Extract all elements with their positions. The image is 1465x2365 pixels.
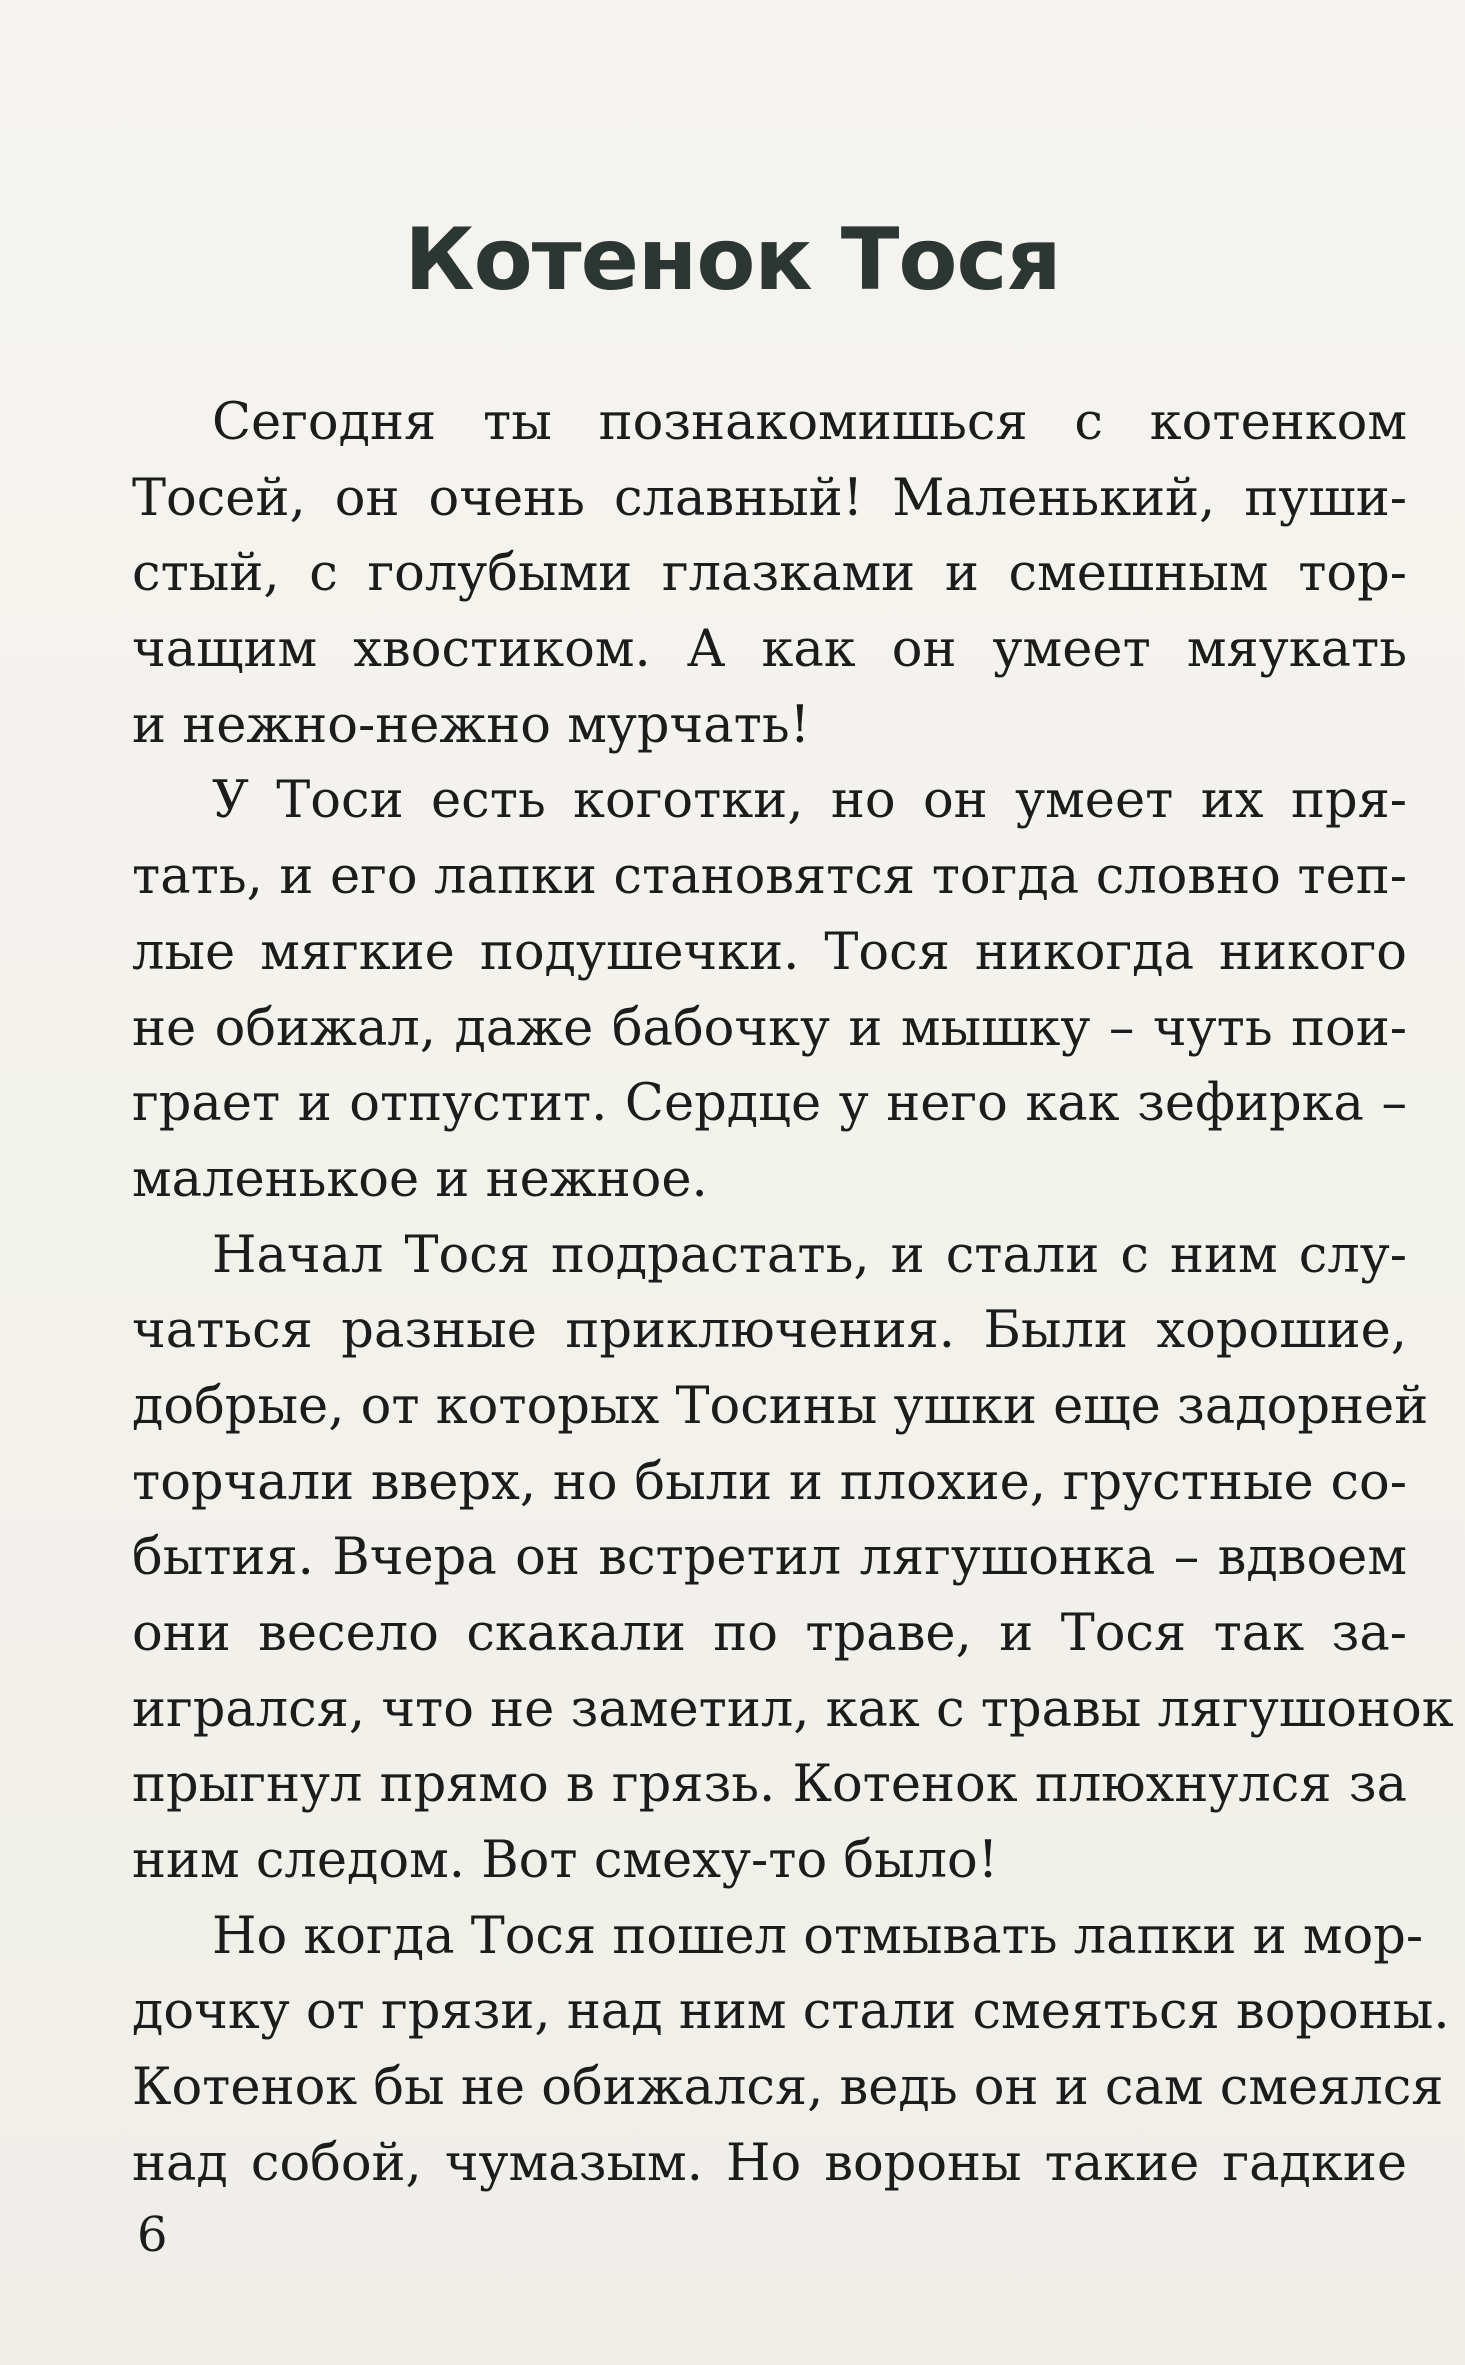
text-line: ним следом. Вот смеху-то было!	[132, 1831, 999, 1891]
text-line: Начал Тося подрастать, и стали с ним слу-	[212, 1225, 1407, 1285]
story-text	[132, 385, 1454, 2202]
text-line: чаться разные приключения. Были хорошие,	[132, 1301, 1407, 1361]
paragraph-4	[132, 1899, 1450, 2202]
text-line: Тосей, он очень славный! Маленький, пуши-	[132, 468, 1407, 528]
text-line: Сегодня ты познакомишься с котенком	[212, 393, 1407, 452]
text-line: бытия. Вчера он встретил лягушонка – вдвоем	[132, 1528, 1407, 1588]
paragraph-2	[132, 763, 1407, 1217]
text-line: У Тоси есть коготки, но он умеет их пря-	[212, 771, 1407, 831]
text-line: лые мягкие подушечки. Тося никогда никого	[132, 922, 1407, 982]
text-line: грает и отпустит. Сердце у него как зефирка –	[132, 1074, 1407, 1134]
text-line: стый, с голубыми глазками и смешным тор-	[132, 544, 1407, 604]
text-line: добрые, от которых Тосины ушки еще задорней	[132, 1376, 1429, 1436]
text-line: они весело скакали по траве, и Тося так за-	[132, 1604, 1407, 1663]
text-line: Котенок бы не обижался, ведь он и сам смеялся	[132, 2058, 1444, 2118]
text-line: игрался, что не заметил, как с травы лягушонок	[132, 1679, 1454, 1739]
text-line: дочку от грязи, над ним стали смеяться вороны.	[132, 1982, 1450, 2042]
text-line: Но когда Тося пошел отмывать лапки и мор-	[212, 1906, 1424, 1966]
text-line: чащим хвостиком. А как он умеет мяукать	[132, 620, 1407, 680]
text-line: над собой, чумазым. Но вороны такие гадкие	[132, 2133, 1407, 2193]
text-line: и нежно-нежно мурчать!	[132, 695, 811, 755]
text-line: маленькое и нежное.	[132, 1149, 708, 1209]
page-number: 6	[137, 2207, 168, 2263]
chapter-title: Котенок Тося	[404, 210, 1061, 310]
text-line: тать, и его лапки становятся тогда словно теп-	[132, 847, 1407, 907]
paragraph-3	[132, 1218, 1454, 1899]
text-line: прыгнул прямо в грязь. Котенок плюхнулся за	[132, 1755, 1407, 1815]
text-line: торчали вверх, но были и плохие, грустные со-	[132, 1452, 1407, 1512]
text-line: не обижал, даже бабочку и мышку – чуть пои-	[132, 998, 1407, 1058]
paragraph-1	[132, 385, 1407, 763]
